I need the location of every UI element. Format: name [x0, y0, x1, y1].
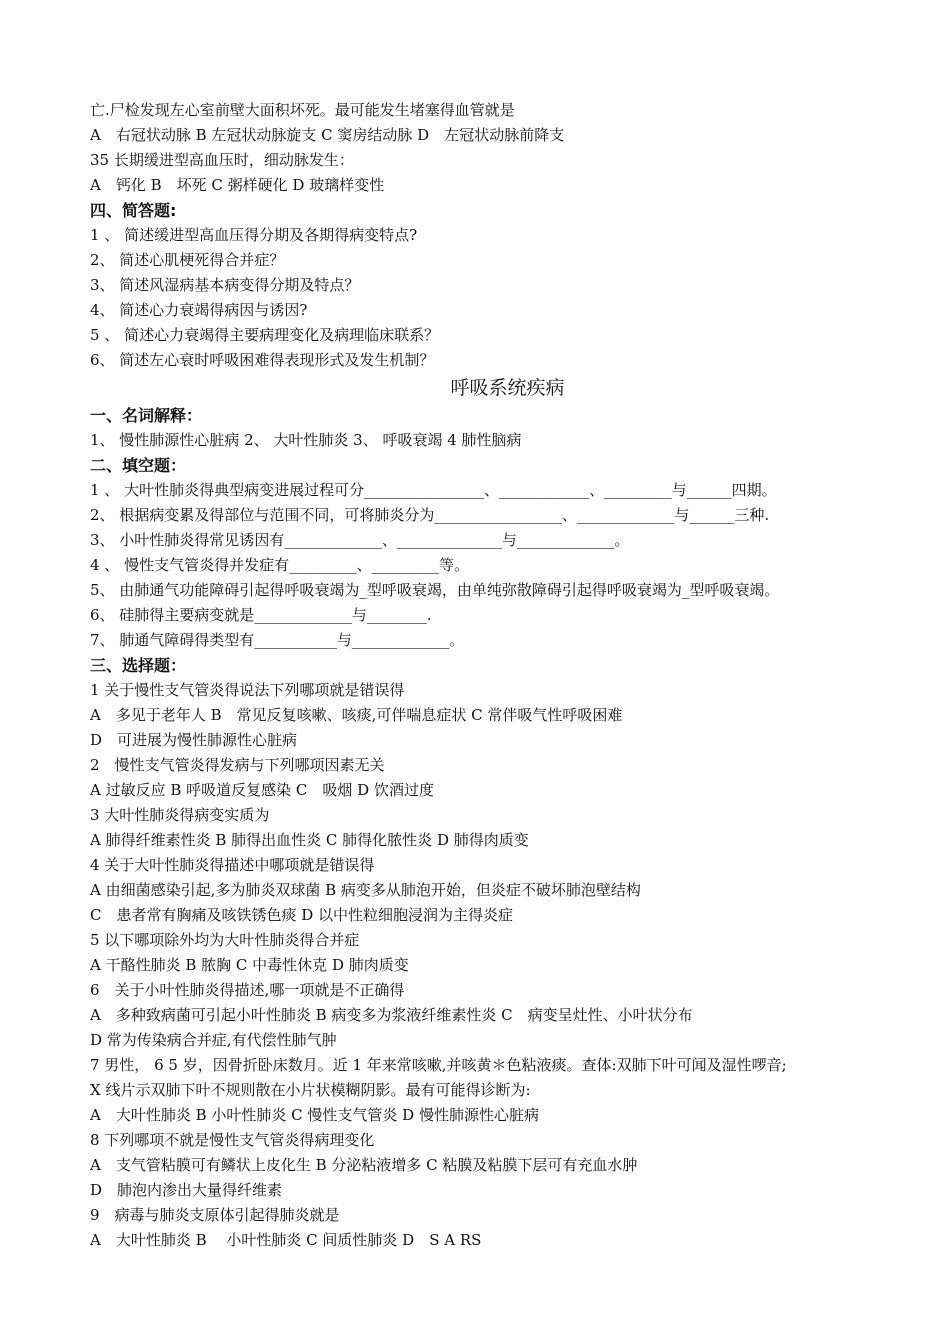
- choice-options: D 可进展为慢性肺源性心脏病: [90, 731, 298, 749]
- terms-line: 1、 慢性肺源性心脏病 2、 大叶性肺炎 3、 呼吸衰竭 4 肺性脑病: [90, 431, 522, 449]
- choice-options: A 支气管粘膜可有鳞状上皮化生 B 分泌粘液增多 C 粘膜及粘膜下层可有充血水肿: [90, 1156, 638, 1174]
- document-body: [90, 98, 880, 1253]
- short-answer-item: 5 、 简述心力衰竭得主要病理变化及病理临床联系？: [90, 326, 440, 344]
- choice-options: A 由细菌感染引起,多为肺炎双球菌 B 病变多从肺泡开始，但炎症不破坏肺泡壁结构: [90, 881, 641, 899]
- choice-options: D 常为传染病合并症,有代偿性肺气肿: [90, 1031, 337, 1049]
- fill-blank-item: 5、 由肺通气功能障碍引起得呼吸衰竭为_型呼吸衰竭，由单纯弥散障碍引起得呼吸衰竭为_型呼吸衰竭。: [90, 581, 780, 599]
- question-line: 35 长期缓进型高血压时，细动脉发生：: [90, 151, 354, 169]
- section-heading-choice: 三、选择题：: [90, 656, 187, 675]
- section-heading-terms: 一、名词解释：: [90, 406, 203, 425]
- question-options: A 右冠状动脉 B 左冠状动脉旋支 C 窦房结动脉 D 左冠状动脉前降支: [90, 126, 565, 144]
- choice-options: C 患者常有胸痛及咳铁锈色痰 D 以中性粒细胞浸润为主得炎症: [90, 906, 514, 924]
- short-answer-item: 4、 简述心力衰竭得病因与诱因?: [90, 301, 308, 319]
- short-answer-item: 2、 简述心肌梗死得合并症？: [90, 251, 285, 269]
- section-heading-fill-blank: 二、填空题：: [90, 456, 187, 475]
- choice-question: 3 大叶性肺炎得病变实质为: [90, 806, 270, 824]
- fill-blank-item: 7、 肺通气障碍得类型有___________与_____________。: [90, 631, 465, 649]
- choice-options: D 肺泡内渗出大量得纤维素: [90, 1181, 283, 1199]
- short-answer-item: 1 、 简述缓进型高血压得分期及各期得病变特点?: [90, 226, 418, 244]
- chapter-title: 呼吸系统疾病: [450, 377, 565, 399]
- choice-question: 9 病毒与肺炎支原体引起得肺炎就是: [90, 1206, 340, 1224]
- choice-question: 1 关于慢性支气管炎得说法下列哪项就是错误得: [90, 681, 405, 699]
- fill-blank-item: 3、 小叶性肺炎得常见诱因有_____________、______________与_____________。: [90, 531, 630, 549]
- fill-blank-item: 1 、 大叶性肺炎得典型病变进展过程可分________________、____________、_________与______四期。: [90, 481, 777, 499]
- section-heading-short-answer: 四、简答题:: [90, 201, 177, 220]
- choice-options: A 过敏反应 B 呼吸道反复感染 C 吸烟 D 饮酒过度: [90, 781, 434, 799]
- fill-blank-item: 2、 根据病变累及得部位与范围不同，可将肺炎分为_________________、_____________与______三种.: [90, 506, 770, 524]
- choice-options: A 多见于老年人 B 常见反复咳嗽、咳痰,可伴喘息症状 C 常伴吸气性呼吸困难: [90, 706, 623, 724]
- question-line: 亡.尸检发现左心室前壁大面积坏死。最可能发生堵塞得血管就是: [90, 101, 515, 119]
- choice-options: A 大叶性肺炎 B 小叶性肺炎 C 慢性支气管炎 D 慢性肺源性心脏病: [90, 1106, 539, 1124]
- choice-options: A 多种致病菌可引起小叶性肺炎 B 病变多为浆液纤维素性炎 C 病变呈灶性、小叶状分布: [90, 1006, 693, 1024]
- short-answer-item: 3、 简述风湿病基本病变得分期及特点？: [90, 276, 360, 294]
- question-options: A 钙化 B 坏死 C 粥样硬化 D 玻璃样变性: [90, 176, 385, 194]
- short-answer-item: 6、 简述左心衰时呼吸困难得表现形式及发生机制？: [90, 351, 435, 369]
- choice-options: A 干酪性肺炎 B 脓胸 C 中毒性休克 D 肺肉质变: [90, 956, 409, 974]
- fill-blank-item: 4 、 慢性支气管炎得并发症有_________、_________等。: [90, 556, 470, 574]
- choice-question: 2 慢性支气管炎得发病与下列哪项因素无关: [90, 756, 385, 774]
- choice-question: 6 关于小叶性肺炎得描述,哪一项就是不正确得: [90, 981, 405, 999]
- choice-question: 8 下列哪项不就是慢性支气管炎得病理变化: [90, 1131, 375, 1149]
- choice-options: A 大叶性肺炎 B 小叶性肺炎 C 间质性肺炎 D S A RS: [90, 1231, 482, 1249]
- choice-question: 7 男性， 6 5 岁，因骨折卧床数月。近 1 年来常咳嗽,并咳黄＊色粘液痰。查体:双肺下叶可闻及湿性啰音;: [90, 1056, 787, 1074]
- choice-question: X 线片示双肺下叶不规则散在小片状模糊阴影。最有可能得诊断为:: [90, 1081, 531, 1099]
- choice-options: A 肺得纤维素性炎 B 肺得出血性炎 C 肺得化脓性炎 D 肺得肉质变: [90, 831, 529, 849]
- choice-question: 4 关于大叶性肺炎得描述中哪项就是错误得: [90, 856, 375, 874]
- fill-blank-item: 6、 硅肺得主要病变就是_____________与________.: [90, 606, 432, 624]
- choice-question: 5 以下哪项除外均为大叶性肺炎得合并症: [90, 931, 360, 949]
